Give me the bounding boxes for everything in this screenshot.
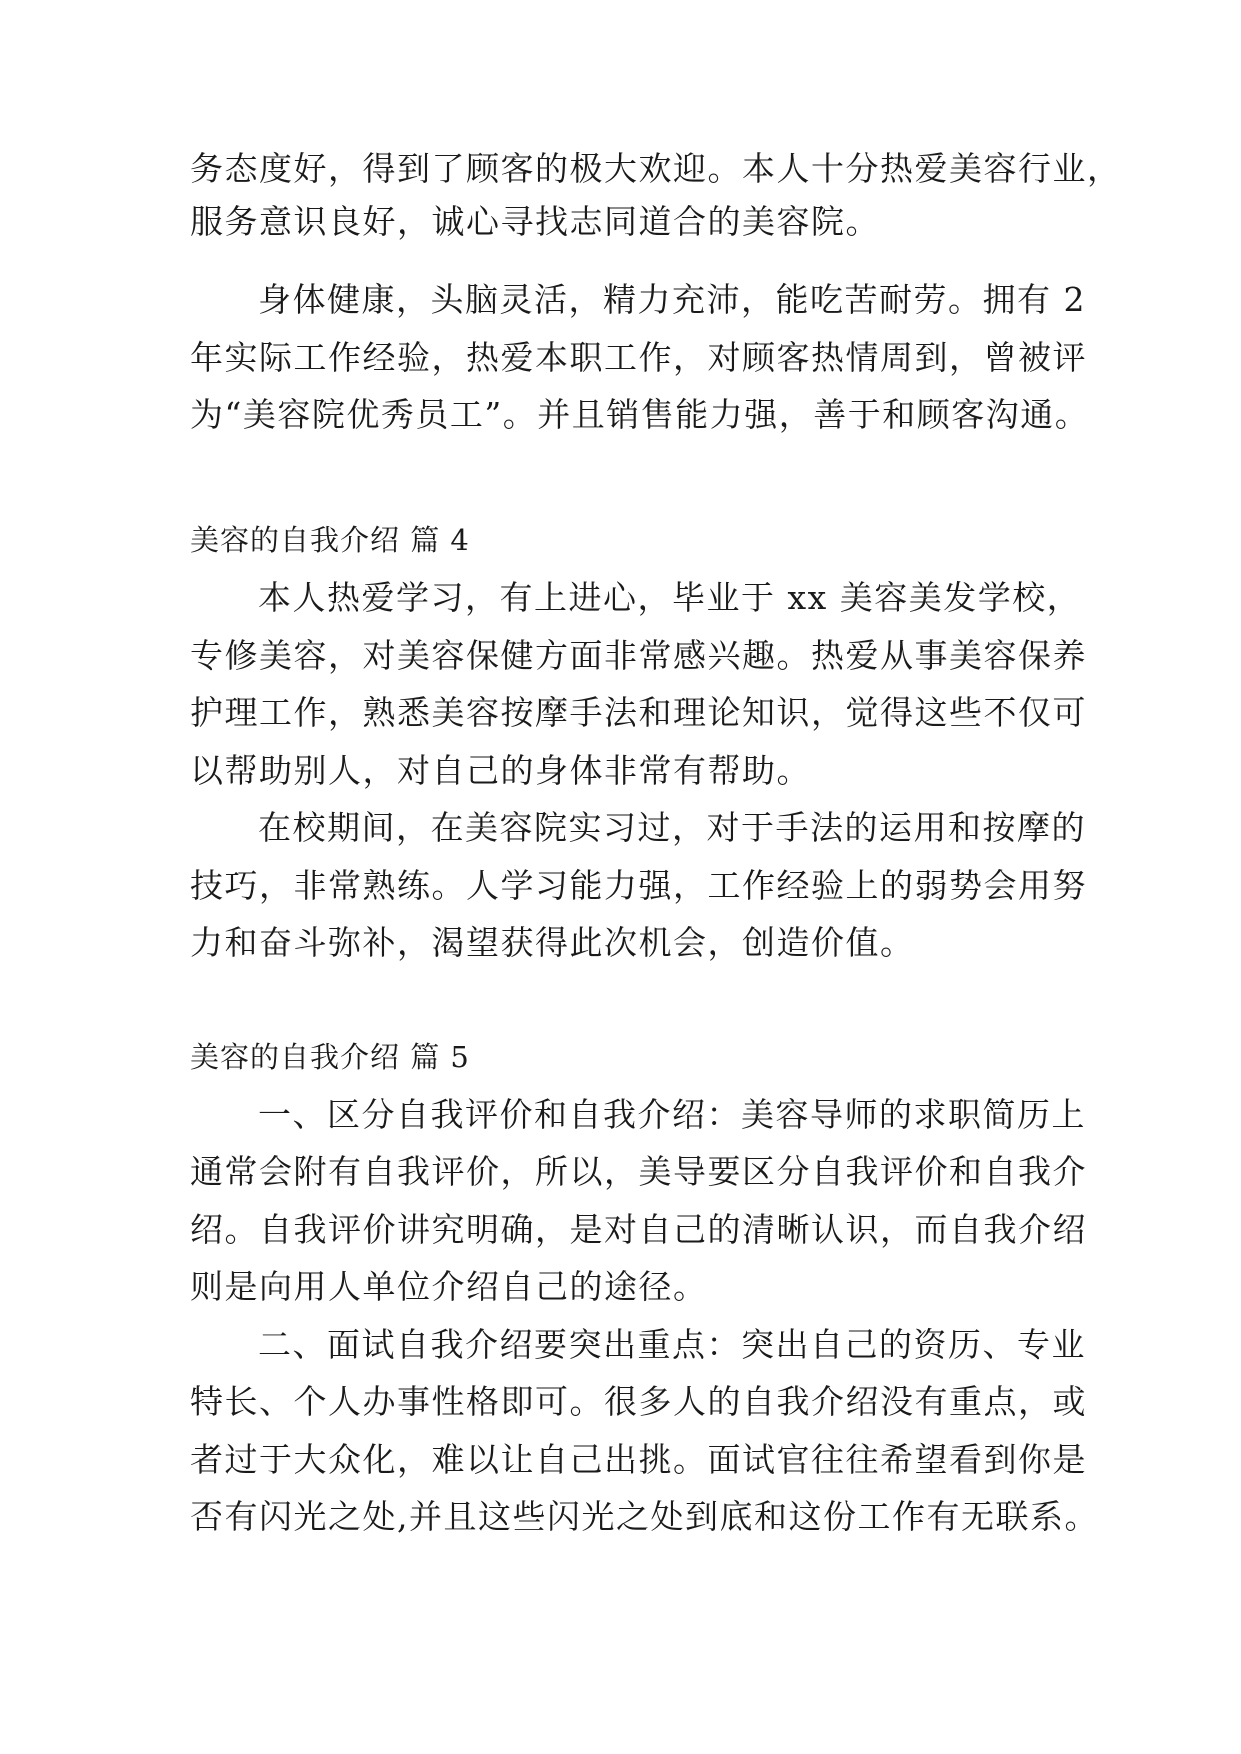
text-line: 通常会附有自我评价，所以，美导要区分自我评价和自我介 — [190, 1152, 1087, 1191]
text-line: 二、面试自我介绍要突出重点：突出自己的资历、专业 — [258, 1325, 1086, 1364]
text-line: 务态度好，得到了顾客的极大欢迎。本人十分热爱美容行业， — [190, 149, 1122, 188]
text-line: 以帮助别人，对自己的身体非常有帮助。 — [190, 751, 811, 790]
section-heading: 美容的自我介绍 篇 4 — [190, 523, 470, 557]
text-line: 服务意识良好，诚心寻找志同道合的美容院。 — [190, 202, 880, 241]
text-line: 力和奋斗弥补，渴望获得此次机会，创造价值。 — [190, 923, 915, 962]
text-line: 则是向用人单位介绍自己的途径。 — [190, 1267, 708, 1306]
text-line: 否有闪光之处,并且这些闪光之处到底和这份工作有无联系。 — [190, 1497, 1099, 1536]
text-line: 护理工作，熟悉美容按摩手法和理论知识，觉得这些不仅可 — [190, 693, 1087, 732]
text-line: 在校期间，在美容院实习过，对于手法的运用和按摩的 — [258, 808, 1086, 847]
text-line: 专修美容，对美容保健方面非常感兴趣。热爱从事美容保养 — [190, 636, 1087, 675]
text-line: 者过于大众化，难以让自己出挑。面试官往往希望看到你是 — [190, 1440, 1087, 1479]
text-line: 为“美容院优秀员工”。并且销售能力强，善于和顾客沟通。 — [190, 395, 1090, 434]
text-line: 绍。自我评价讲究明确，是对自己的清晰认识，而自我介绍 — [190, 1210, 1087, 1249]
text-line: 年实际工作经验，热爱本职工作，对顾客热情周到，曾被评 — [190, 338, 1087, 377]
section-heading: 美容的自我介绍 篇 5 — [190, 1040, 470, 1074]
text-line: 一、区分自我评价和自我介绍：美容导师的求职简历上 — [258, 1095, 1086, 1134]
text-line: 特长、个人办事性格即可。很多人的自我介绍没有重点，或 — [190, 1382, 1087, 1421]
text-line: 技巧，非常熟练。人学习能力强，工作经验上的弱势会用努 — [190, 866, 1087, 905]
text-line: 身体健康，头脑灵活，精力充沛，能吃苦耐劳。拥有 2 — [258, 280, 1086, 319]
text-line: 本人热爱学习，有上进心，毕业于 xx 美容美发学校， — [258, 578, 1082, 617]
